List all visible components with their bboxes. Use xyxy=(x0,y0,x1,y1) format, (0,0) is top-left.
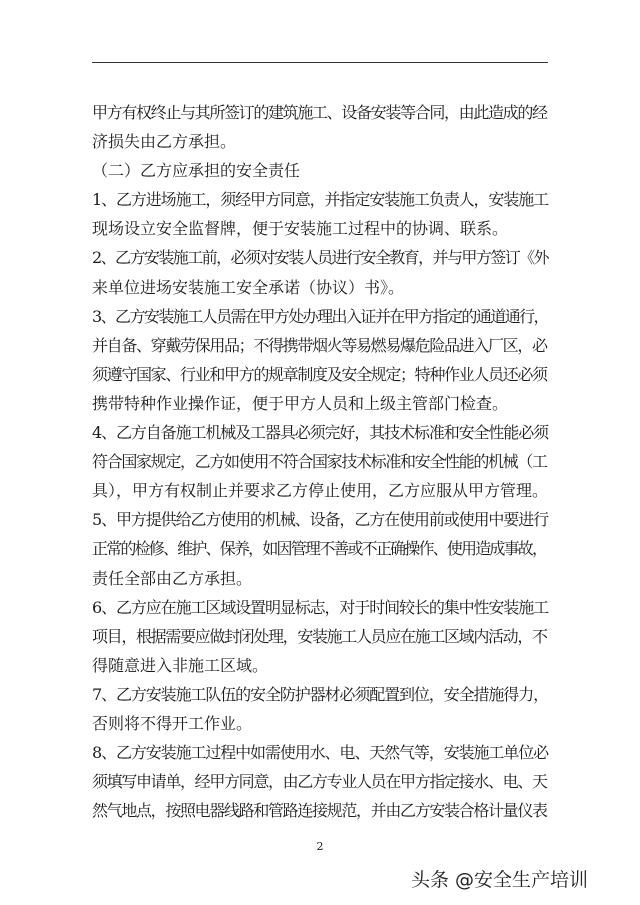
text-line-content: 来单位进场安装施工安全承诺（协议）书》。 xyxy=(92,277,405,297)
text-line-content: 否则将不得开工作业。 xyxy=(92,713,253,733)
header-rule xyxy=(92,62,548,63)
text-line-content: 正常的检修、维护、保养，如因管理不善或不正确操作、使用造成事故， xyxy=(92,539,547,559)
text-line xyxy=(92,243,548,272)
text-line-content: 现场设立安全监督牌，便于安装施工过程中的协调、联系。 xyxy=(92,219,509,239)
text-line xyxy=(92,156,548,185)
text-line-content: 甲方有权终止与其所签订的建筑施工、设备安装等合同，由此造成的经 xyxy=(92,103,547,122)
text-line xyxy=(92,331,548,360)
text-line xyxy=(92,680,548,709)
text-line-content: 符合国家规定，乙方如使用不符合国家技术标准和安全性能的机械（工 xyxy=(92,452,547,472)
text-line-content: 6、乙方应在施工区域设置明显标志，对于时间较长的集中性安装施工 xyxy=(92,597,548,617)
text-line xyxy=(92,214,548,243)
text-line xyxy=(92,564,548,593)
text-line-content: 并自备、穿戴劳保用品；不得携带烟火等易燃易爆危险品进入厂区，必 xyxy=(92,335,547,355)
text-line-content: 4、乙方自备施工机械及工器具必须完好，其技术标准和安全性能必须 xyxy=(92,423,548,443)
text-line-content: 7、乙方安装施工队伍的安全防护器材必须配置到位，安全措施得力， xyxy=(92,684,548,704)
text-line-content: （二）乙方应承担的安全责任 xyxy=(92,161,301,181)
text-line-content: 责任全部由乙方承担。 xyxy=(92,568,253,588)
text-line xyxy=(92,302,548,331)
text-line-content: 2、乙方安装施工前，必须对安装人员进行安全教育，并与甲方签订《外 xyxy=(92,248,548,268)
text-line xyxy=(92,651,548,680)
text-line xyxy=(92,476,548,505)
text-line-content: 8、乙方安装施工过程中如需使用水、电、天然气等，安装施工单位必 xyxy=(92,743,548,763)
text-line xyxy=(92,534,548,563)
text-line xyxy=(92,622,548,651)
text-line-content: 1、乙方进场施工，须经甲方同意，并指定安装施工负责人，安装施工 xyxy=(92,190,548,210)
text-line xyxy=(92,505,548,534)
watermark: 头条 @安全生产培训 xyxy=(410,869,588,891)
text-line-content: 须填写申请单，经甲方同意，由乙方专业人员在甲方指定接水、电、天 xyxy=(92,772,547,792)
text-line xyxy=(92,709,548,738)
text-line-content: 须遵守国家、行业和甲方的规章制度及安全规定；特种作业人员还必须 xyxy=(92,364,547,384)
text-line xyxy=(92,418,548,447)
text-line xyxy=(92,796,548,825)
text-line xyxy=(92,98,548,127)
text-line xyxy=(92,185,548,214)
text-line xyxy=(92,593,548,622)
text-line xyxy=(92,127,548,156)
text-line xyxy=(92,767,548,796)
page-number: 2 xyxy=(316,840,324,853)
text-line-content: 得随意进入非施工区域。 xyxy=(92,655,269,675)
text-line-content: 济损失由乙方承担。 xyxy=(92,132,237,152)
document-body xyxy=(92,98,548,825)
text-line xyxy=(92,360,548,389)
text-line-content: 5、甲方提供给乙方使用的机械、设备，乙方在使用前或使用中要进行 xyxy=(92,510,548,530)
text-line-content: 携带特种作业操作证，便于甲方人员和上级主管部门检查。 xyxy=(92,393,509,413)
text-line xyxy=(92,389,548,418)
text-line xyxy=(92,273,548,302)
text-line-content: 具），甲方有权制止并要求乙方停止使用，乙方应服从甲方管理。 xyxy=(92,481,548,501)
text-line-content: 项目，根据需要应做封闭处理，安装施工人员应在施工区域内活动，不 xyxy=(92,626,547,646)
text-line xyxy=(92,447,548,476)
text-line xyxy=(92,738,548,767)
text-line-content: 然气地点，按照电器线路和管路连接规范，并由乙方安装合格计量仪表 xyxy=(92,801,547,821)
text-line-content: 3、乙方安装施工人员需在甲方处办理出入证并在甲方指定的通道通行， xyxy=(92,306,548,326)
